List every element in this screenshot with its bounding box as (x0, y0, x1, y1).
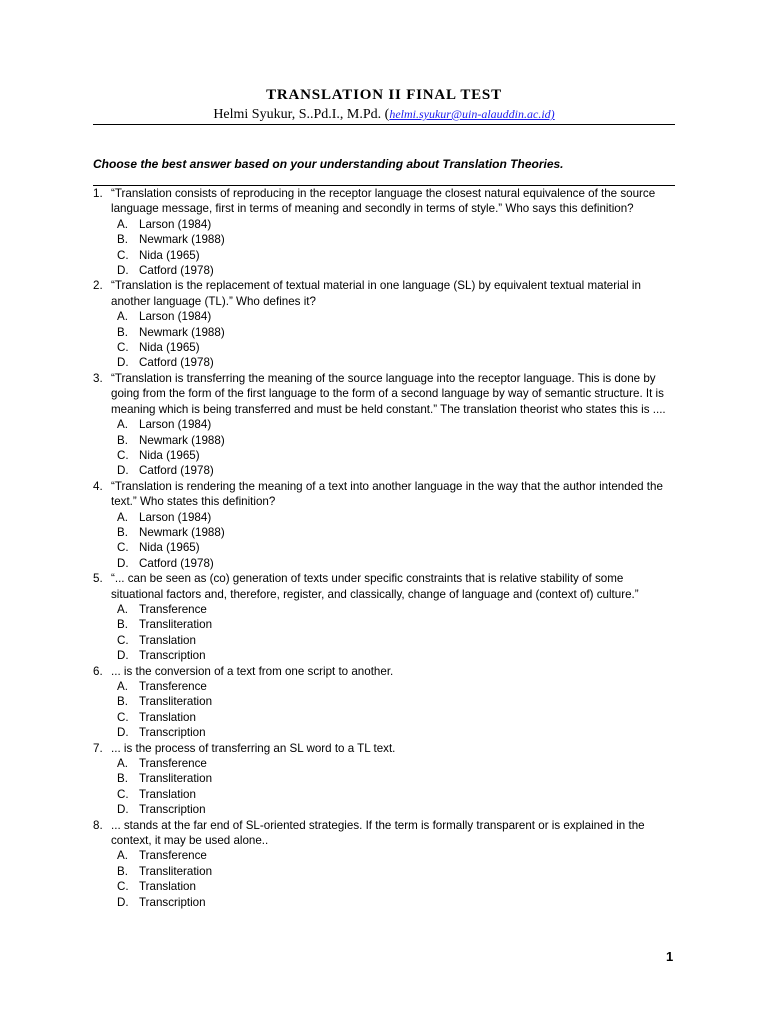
answer-option (93, 510, 678, 525)
option-text: Catford (1978) (139, 356, 214, 370)
option-letter: A. (117, 602, 128, 616)
option-letter: B. (117, 433, 128, 447)
answer-option (93, 217, 678, 232)
question-text: “Translation is rendering the meaning of a text into another language in the way that the author intended the text.” Who states this definition? (111, 479, 663, 509)
option-letter: D. (117, 264, 129, 278)
question-1 (93, 186, 678, 217)
email-link[interactable]: helmi.syukur@uin-alauddin.ac.id) (389, 107, 555, 121)
question-list (93, 186, 678, 910)
option-text: Transcription (139, 726, 206, 740)
option-letter: A. (117, 849, 128, 863)
question-8 (93, 818, 678, 849)
option-text: Catford (1978) (139, 556, 214, 570)
option-text: Transference (139, 680, 207, 693)
option-letter: C. (117, 248, 129, 262)
question-5 (93, 571, 678, 602)
option-letter: C. (117, 448, 129, 462)
answer-option (93, 525, 678, 540)
question-text: “Translation consists of reproducing in the receptor language the closest natural equivalence of the source language message, first in terms of meaning and secondly in terms of style.” Who says this definition? (111, 187, 656, 216)
option-letter: D. (117, 556, 129, 570)
option-text: Newmark (1988) (139, 233, 225, 247)
option-letter: B. (117, 618, 128, 632)
option-text: Translation (139, 710, 196, 724)
option-text: Larson (1984) (139, 418, 212, 432)
option-letter: A. (117, 310, 128, 324)
author-line (0, 105, 768, 124)
option-text: Transference (139, 849, 207, 863)
option-text: Transference (139, 602, 207, 616)
option-letter: D. (117, 356, 129, 370)
question-text: “... can be seen as (co) generation of texts under specific constraints that is relative stability of some situational factors and, therefore, register, and classically, change of language and (context of) culture.” (111, 572, 639, 601)
question-6 (93, 664, 678, 679)
option-letter: B. (117, 695, 128, 709)
option-text: Larson (1984) (139, 217, 212, 231)
option-letter: C. (117, 710, 129, 724)
option-letter: C. (117, 541, 129, 555)
answer-option (93, 633, 678, 648)
answer-option (93, 248, 678, 263)
answer-option (93, 787, 678, 802)
option-text: Transliteration (139, 695, 213, 709)
option-text: Newmark (1988) (139, 525, 225, 539)
answer-option (93, 340, 678, 355)
option-letter: D. (117, 649, 129, 663)
option-text: Newmark (1988) (139, 325, 225, 339)
option-text: Transcription (139, 895, 206, 909)
question-text: ... is the conversion of a text from one script to another. (111, 664, 394, 678)
question-7 (93, 741, 678, 756)
option-letter: A. (117, 680, 128, 693)
answer-option (93, 602, 678, 617)
option-letter: C. (117, 787, 129, 801)
answer-option (93, 694, 678, 709)
answer-option (93, 756, 678, 771)
option-text: Nida (1965) (139, 341, 200, 355)
option-text: Larson (1984) (139, 310, 212, 324)
answer-option (93, 710, 678, 725)
question-text: ... is the process of transferring an SL word to a TL text. (111, 741, 396, 755)
answer-option (93, 648, 678, 663)
option-letter: A. (117, 757, 128, 771)
question-number: 8. (93, 818, 103, 832)
answer-option (93, 263, 678, 278)
question-4 (93, 479, 678, 510)
answer-option (93, 617, 678, 632)
answer-option (93, 725, 678, 740)
option-letter: A. (117, 418, 128, 432)
option-text: Transcription (139, 803, 206, 817)
answer-option (93, 448, 678, 463)
question-text: ... stands at the far end of SL-oriented strategies. If the term is formally transparent or is explained in the context, it may be used alone.. (111, 818, 645, 848)
option-text: Translation (139, 633, 196, 647)
option-text: Transliteration (139, 864, 213, 878)
answer-option (93, 802, 678, 817)
option-text: Catford (1978) (139, 264, 214, 278)
answer-option (93, 540, 678, 555)
option-text: Nida (1965) (139, 448, 200, 462)
option-text: Nida (1965) (139, 541, 200, 555)
option-letter: C. (117, 880, 129, 894)
question-3 (93, 371, 678, 417)
answer-option (93, 848, 678, 863)
option-text: Translation (139, 880, 196, 894)
question-number: 1. (93, 187, 103, 200)
answer-option (93, 864, 678, 879)
question-text: “Translation is transferring the meaning of the source language into the receptor language. This is done by going from the form of the first language to the form of a second language by way of semantic structure. It is meaning which is being transferred and must be held constant.” The translation theorist who states this is .... (111, 371, 666, 416)
answer-option (93, 232, 678, 247)
answer-option (93, 309, 678, 324)
answer-option (93, 325, 678, 340)
option-letter: B. (117, 233, 128, 247)
option-letter: B. (117, 325, 128, 339)
question-number: 5. (93, 572, 103, 586)
question-number: 7. (93, 741, 103, 755)
answer-option (93, 879, 678, 894)
option-letter: B. (117, 864, 128, 878)
option-letter: C. (117, 633, 129, 647)
question-number: 3. (93, 371, 103, 385)
option-text: Transliteration (139, 772, 213, 786)
answer-option (93, 417, 678, 432)
option-letter: B. (117, 525, 128, 539)
option-letter: D. (117, 726, 129, 740)
option-letter: D. (117, 803, 129, 817)
page-title: TRANSLATION II FINAL TEST (266, 87, 502, 103)
option-letter: A. (117, 510, 128, 524)
answer-option (93, 556, 678, 571)
option-text: Nida (1965) (139, 248, 200, 262)
instruction-text: Choose the best answer based on your understanding about Translation Theories. (93, 157, 564, 171)
question-number: 2. (93, 279, 103, 293)
answer-option (93, 433, 678, 448)
option-text: Newmark (1988) (139, 433, 225, 447)
question-text: “Translation is the replacement of textual material in one language (SL) by equivalent textual material in another language (TL).” Who defines it? (111, 279, 641, 308)
option-letter: D. (117, 895, 129, 909)
question-number: 4. (93, 479, 103, 493)
answer-option (93, 355, 678, 370)
question-number: 6. (93, 664, 103, 678)
option-text: Translation (139, 787, 196, 801)
answer-option (93, 679, 678, 694)
option-text: Transliteration (139, 618, 213, 632)
page-number: 1 (666, 949, 674, 964)
option-text: Catford (1978) (139, 464, 214, 478)
option-letter: B. (117, 772, 128, 786)
answer-option (93, 463, 678, 478)
option-letter: C. (117, 341, 129, 355)
answer-option (93, 771, 678, 786)
question-2 (93, 278, 678, 309)
author-name: Helmi Syukur, S..Pd.I., M.Pd. ( (213, 107, 390, 122)
option-letter: A. (117, 217, 128, 231)
option-letter: D. (117, 464, 129, 478)
option-text: Transcription (139, 649, 206, 663)
answer-option (93, 895, 678, 910)
option-text: Transference (139, 757, 207, 771)
option-text: Larson (1984) (139, 510, 212, 524)
header-divider (93, 124, 675, 125)
